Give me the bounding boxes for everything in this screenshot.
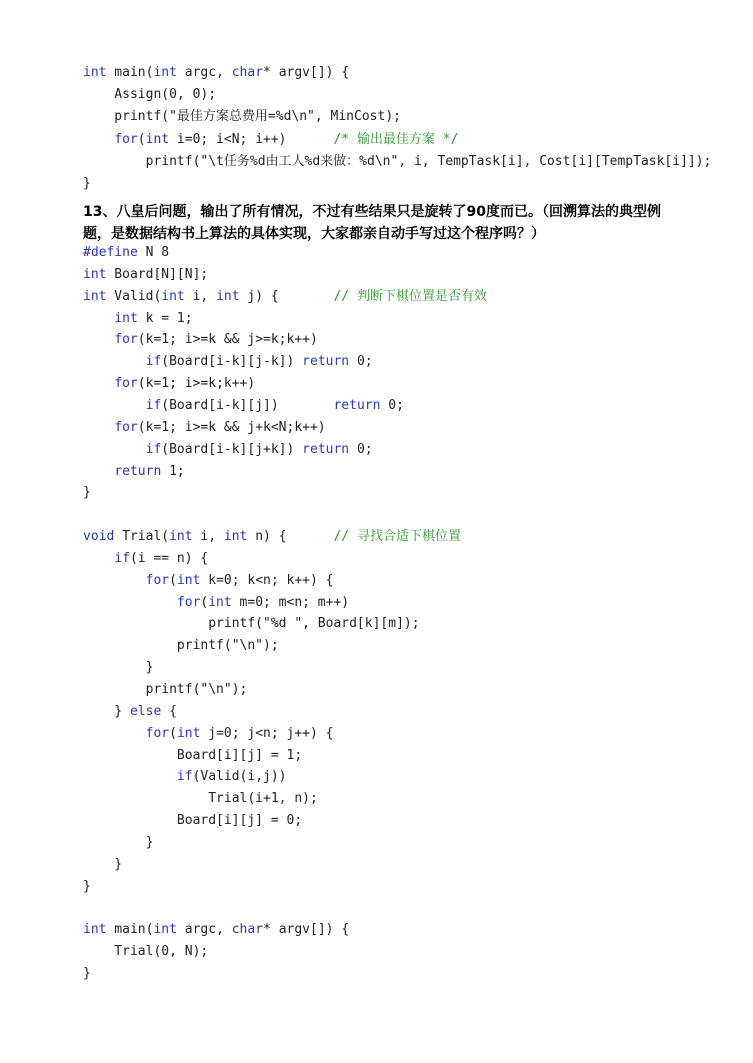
code-text: }: [83, 966, 91, 982]
code-line: [83, 63, 349, 83]
code-line: [83, 396, 404, 416]
code-text: N 8: [137, 245, 170, 260]
code-text: (: [137, 131, 146, 147]
code-text: j) {: [239, 288, 334, 304]
code-text: printf("\n");: [83, 638, 279, 654]
code-line: [83, 374, 255, 394]
code-text: }: [83, 176, 91, 191]
question-heading-line-1: 13、八皇后问题，输出了所有情况，不过有些结果只是旋转了90度而已。（回溯算法的典型例: [83, 204, 661, 220]
code-text: * argv[]) {: [263, 922, 350, 938]
code-keyword: if: [176, 769, 193, 785]
code-text: 0;: [349, 441, 373, 457]
code-text: [83, 726, 146, 741]
code-text: [83, 332, 114, 347]
code-line: [83, 85, 216, 105]
code-keyword: for: [145, 572, 170, 588]
code-text: printf("最佳方案总费用=%d\n", MinCost);: [83, 109, 401, 125]
code-text: main(: [106, 65, 154, 80]
code-text: * argv[]) {: [263, 65, 350, 80]
code-line: [83, 265, 208, 285]
code-text: [83, 132, 114, 147]
code-text: (k=1; i>=k && j>=k;k++): [137, 332, 318, 348]
code-line: [83, 418, 326, 438]
code-text: [83, 769, 177, 784]
code-keyword: return: [333, 397, 381, 413]
code-line: [83, 593, 349, 613]
code-line: [83, 462, 185, 482]
code-line: [83, 571, 333, 591]
code-line: [83, 964, 91, 984]
code-text: Assign(0, 0);: [83, 87, 217, 103]
code-text: Trial(: [114, 529, 170, 545]
code-keyword: int: [153, 922, 177, 938]
code-keyword: int: [83, 266, 107, 282]
code-line: [83, 811, 302, 831]
code-keyword: #define: [83, 245, 138, 260]
code-keyword: int: [169, 529, 193, 545]
code-text: i=0; i<N; i++): [169, 131, 334, 147]
code-keyword: for: [176, 594, 201, 610]
code-text: m=0; m<n; m++): [231, 594, 350, 610]
code-text: Board[i][j] = 0;: [83, 813, 303, 829]
code-line: [83, 107, 401, 127]
code-keyword: if: [145, 354, 162, 370]
code-keyword: if: [114, 550, 130, 566]
code-keyword: for: [145, 725, 170, 741]
code-text: [83, 551, 114, 566]
code-text: Board[i][j] = 1;: [83, 747, 303, 763]
code-text: (: [169, 725, 177, 741]
code-keyword: char: [231, 922, 264, 938]
code-line: [83, 309, 193, 329]
code-text: i,: [184, 288, 217, 304]
code-keyword: if: [145, 397, 162, 413]
code-text: argc,: [176, 922, 232, 938]
code-line: [83, 658, 153, 678]
code-keyword: for: [114, 376, 138, 392]
code-keyword: int: [83, 65, 107, 80]
code-line: [83, 527, 461, 547]
code-line: [83, 152, 711, 172]
code-keyword: int: [83, 922, 107, 938]
code-text: (: [169, 572, 177, 588]
code-keyword: for: [114, 332, 138, 348]
code-line: [83, 636, 279, 656]
code-text: [83, 354, 146, 369]
code-text: }: [83, 834, 154, 850]
code-keyword: int: [176, 725, 201, 741]
code-line: [83, 243, 169, 263]
code-text: (Valid(i,j)): [192, 769, 287, 785]
code-line: [83, 287, 487, 307]
code-line: [83, 877, 91, 897]
code-text: (Board[i-k][j+k]): [161, 441, 303, 457]
code-text: (Board[i-k][j-k]): [161, 354, 303, 370]
code-text: (i == n) {: [129, 550, 209, 566]
code-keyword: return: [114, 463, 162, 479]
code-keyword: int: [223, 529, 248, 545]
code-line: [83, 330, 318, 350]
code-keyword: int: [208, 594, 232, 610]
code-keyword: char: [231, 65, 264, 80]
code-text: [83, 311, 114, 326]
code-line: [83, 942, 208, 962]
code-keyword: return: [302, 354, 350, 370]
code-text: k=0; k<n; k++) {: [200, 572, 334, 588]
code-line: [83, 855, 122, 875]
code-line: [83, 920, 349, 940]
code-line: [83, 833, 153, 853]
code-keyword: int: [216, 288, 240, 304]
code-line: [83, 614, 420, 634]
code-text: j=0; j<n; j++) {: [200, 725, 334, 741]
code-text: printf("\n");: [83, 682, 248, 697]
code-text: 0;: [380, 397, 404, 413]
code-line: [83, 130, 458, 150]
code-text: }: [83, 856, 123, 872]
code-text: [83, 573, 146, 588]
code-text: k = 1;: [137, 310, 193, 326]
code-text: }: [83, 878, 91, 894]
code-line: [83, 174, 91, 194]
code-text: printf("%d ", Board[k][m]);: [83, 616, 420, 632]
code-keyword: int: [145, 131, 170, 147]
code-text: }: [83, 485, 91, 501]
code-keyword: int: [153, 65, 177, 80]
code-text: {: [161, 703, 177, 719]
code-line: [83, 724, 333, 744]
code-keyword: return: [302, 441, 350, 457]
code-line: [83, 440, 373, 460]
code-text: (: [200, 594, 209, 610]
code-comment: // 判断下棋位置是否有效: [333, 288, 487, 304]
code-line: [83, 789, 318, 809]
code-text: [83, 398, 146, 413]
code-text: 0;: [349, 354, 373, 370]
code-text: n) {: [247, 529, 334, 545]
code-keyword: int: [114, 310, 138, 326]
code-line: [83, 549, 208, 569]
code-keyword: for: [114, 131, 138, 147]
code-keyword: if: [145, 441, 162, 457]
code-text: (Board[i-k][j]): [161, 397, 334, 413]
question-heading-line-2: 题，是数据结构书上算法的具体实现，大家都亲自动手写过这个程序吗？）: [83, 226, 545, 242]
code-line: [83, 746, 302, 766]
code-text: }: [83, 703, 130, 719]
code-text: (k=1; i>=k && j+k<N;k++): [137, 419, 326, 435]
code-text: [83, 376, 114, 391]
code-text: Board[N][N];: [106, 266, 209, 282]
code-line: [83, 702, 177, 722]
code-text: [83, 595, 177, 610]
code-comment: /* 输出最佳方案 */: [333, 131, 459, 147]
code-text: main(: [106, 922, 154, 938]
code-text: [83, 420, 114, 435]
code-keyword: else: [129, 703, 162, 719]
code-keyword: for: [114, 419, 138, 435]
code-text: Trial(0, N);: [83, 944, 209, 960]
code-text: Valid(: [106, 288, 162, 304]
code-text: i,: [192, 529, 224, 545]
code-comment: // 寻找合适下棋位置: [333, 529, 461, 545]
code-keyword: int: [176, 572, 201, 588]
code-text: Trial(i+1, n);: [83, 791, 318, 807]
code-text: }: [83, 660, 154, 676]
code-line: [83, 680, 247, 700]
code-line: [83, 767, 287, 787]
code-text: (k=1; i>=k;k++): [137, 376, 256, 392]
code-text: [83, 464, 114, 479]
code-line: [83, 483, 91, 503]
code-text: printf("\t任务%d由工人%d来做：%d\n", i, TempTask[i], Cost[i][TempTask[i]]);: [83, 153, 712, 169]
code-text: 1;: [161, 463, 185, 479]
code-text: argc,: [176, 65, 232, 80]
code-text: [83, 442, 146, 457]
code-keyword: void: [83, 529, 115, 545]
code-keyword: int: [83, 288, 107, 304]
code-line: [83, 352, 373, 372]
code-keyword: int: [161, 288, 185, 304]
